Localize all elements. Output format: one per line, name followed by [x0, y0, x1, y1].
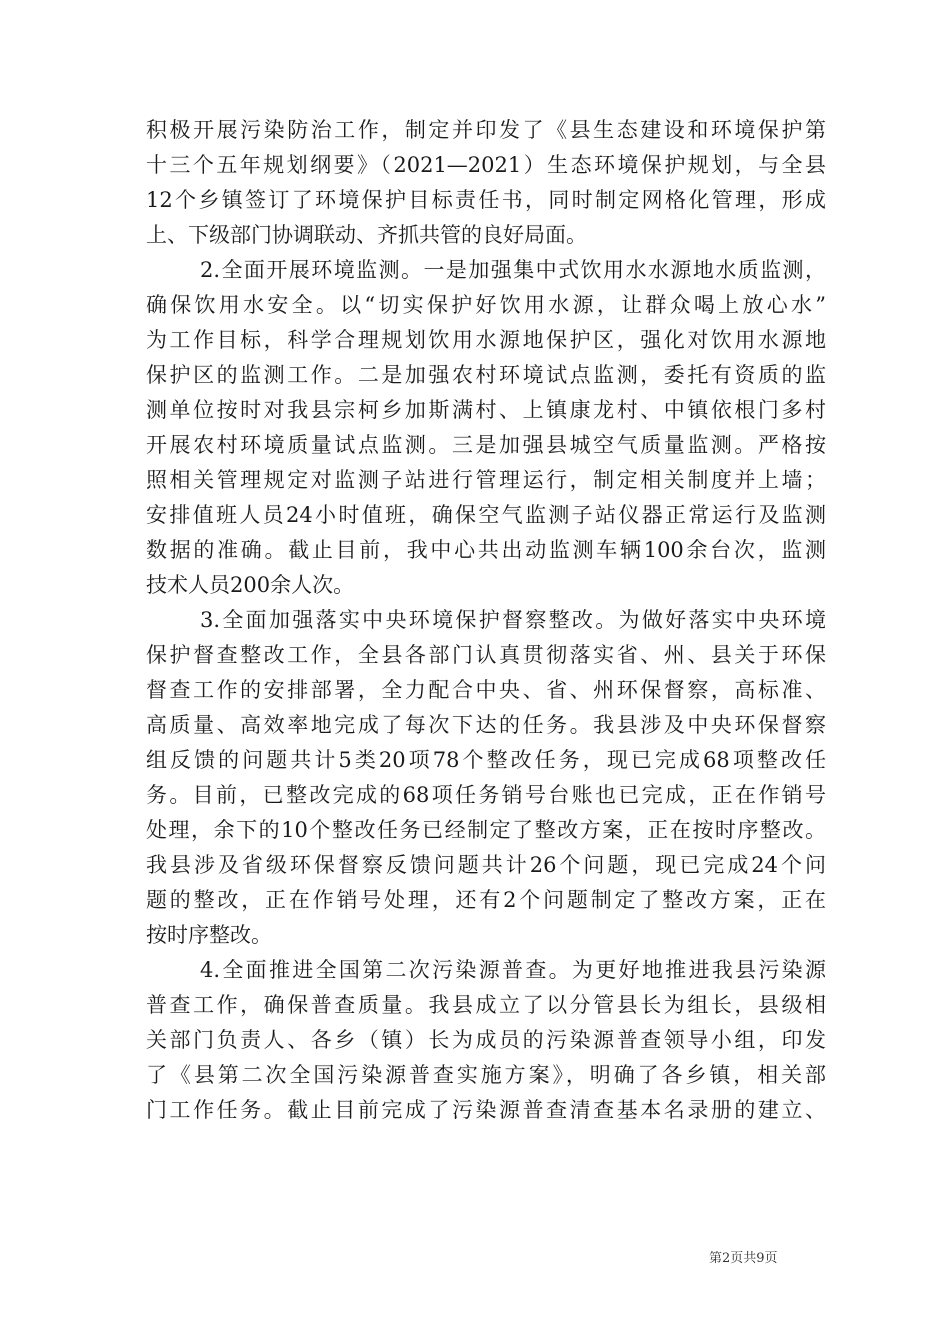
text-line: 处理，余下的10个整改任务已经制定了整改方案，正在按时序整改。 [146, 818, 826, 842]
text-line: 2.全面开展环境监测。一是加强集中式饮用水水源地水质监测， [200, 258, 826, 282]
paragraph-3 [146, 603, 826, 953]
text-line: 数据的准确。截止目前，我中心共出动监测车辆100余台次，监测 [146, 538, 826, 562]
page-number-footer: 第2页共9页 [709, 1251, 778, 1266]
text-line: 按时序整改。 [146, 923, 272, 947]
text-line: 务。目前，已整改完成的68项任务销号台账也已完成，正在作销号 [146, 783, 826, 807]
text-line: 关部门负责人、各乡（镇）长为成员的污染源普查领导小组，印发 [146, 1028, 826, 1052]
document-body [146, 113, 826, 1128]
text-line: 照相关管理规定对监测子站进行管理运行，制定相关制度并上墙； [146, 468, 826, 492]
text-line: 开展农村环境质量试点监测。三是加强县城空气质量监测。严格按 [146, 433, 826, 457]
text-line: 题的整改，正在作销号处理，还有2个问题制定了整改方案，正在 [146, 888, 826, 912]
text-line: 组反馈的问题共计5类20项78个整改任务，现已完成68项整改任 [146, 748, 826, 772]
text-line: 十三个五年规划纲要》（2021—2021）生态环境保护规划，与全县 [146, 153, 826, 177]
text-line: 为工作目标，科学合理规划饮用水源地保护区，强化对饮用水源地 [146, 328, 826, 352]
paragraph-1 [146, 113, 826, 253]
text-line: 保护区的监测工作。二是加强农村环境试点监测，委托有资质的监 [146, 363, 826, 387]
text-line: 12个乡镇签订了环境保护目标责任书，同时制定网格化管理，形成 [146, 188, 826, 212]
paragraph-2 [146, 253, 826, 603]
text-line: 高质量、高效率地完成了每次下达的任务。我县涉及中央环保督察 [146, 713, 826, 737]
text-line: 督查工作的安排部署，全力配合中央、省、州环保督察，高标准、 [146, 678, 826, 702]
text-line: 普查工作，确保普查质量。我县成立了以分管县长为组长，县级相 [146, 993, 826, 1017]
text-line: 上、下级部门协调联动、齐抓共管的良好局面。 [146, 223, 587, 247]
text-line: 保护督查整改工作，全县各部门认真贯彻落实省、州、县关于环保 [146, 643, 826, 667]
text-line: 测单位按时对我县宗柯乡加斯满村、上镇康龙村、中镇依根门多村 [146, 398, 826, 422]
text-line: 积极开展污染防治工作，制定并印发了《县生态建设和环境保护第 [146, 118, 826, 142]
text-line: 3.全面加强落实中央环境保护督察整改。为做好落实中央环境 [200, 608, 826, 632]
text-line: 我县涉及省级环保督察反馈问题共计26个问题，现已完成24个问 [146, 853, 826, 877]
text-line: 了《县第二次全国污染源普查实施方案》，明确了各乡镇，相关部 [146, 1063, 826, 1087]
text-line: 确保饮用水安全。以“切实保护好饮用水源，让群众喝上放心水” [146, 293, 826, 317]
text-line: 技术人员200余人次。 [146, 573, 355, 597]
text-line: 4.全面推进全国第二次污染源普查。为更好地推进我县污染源 [200, 958, 826, 982]
paragraph-4 [146, 953, 826, 1128]
text-line: 门工作任务。截止目前完成了污染源普查清查基本名录册的建立、 [146, 1098, 826, 1122]
text-line: 安排值班人员24小时值班，确保空气监测子站仪器正常运行及监测 [146, 503, 826, 527]
